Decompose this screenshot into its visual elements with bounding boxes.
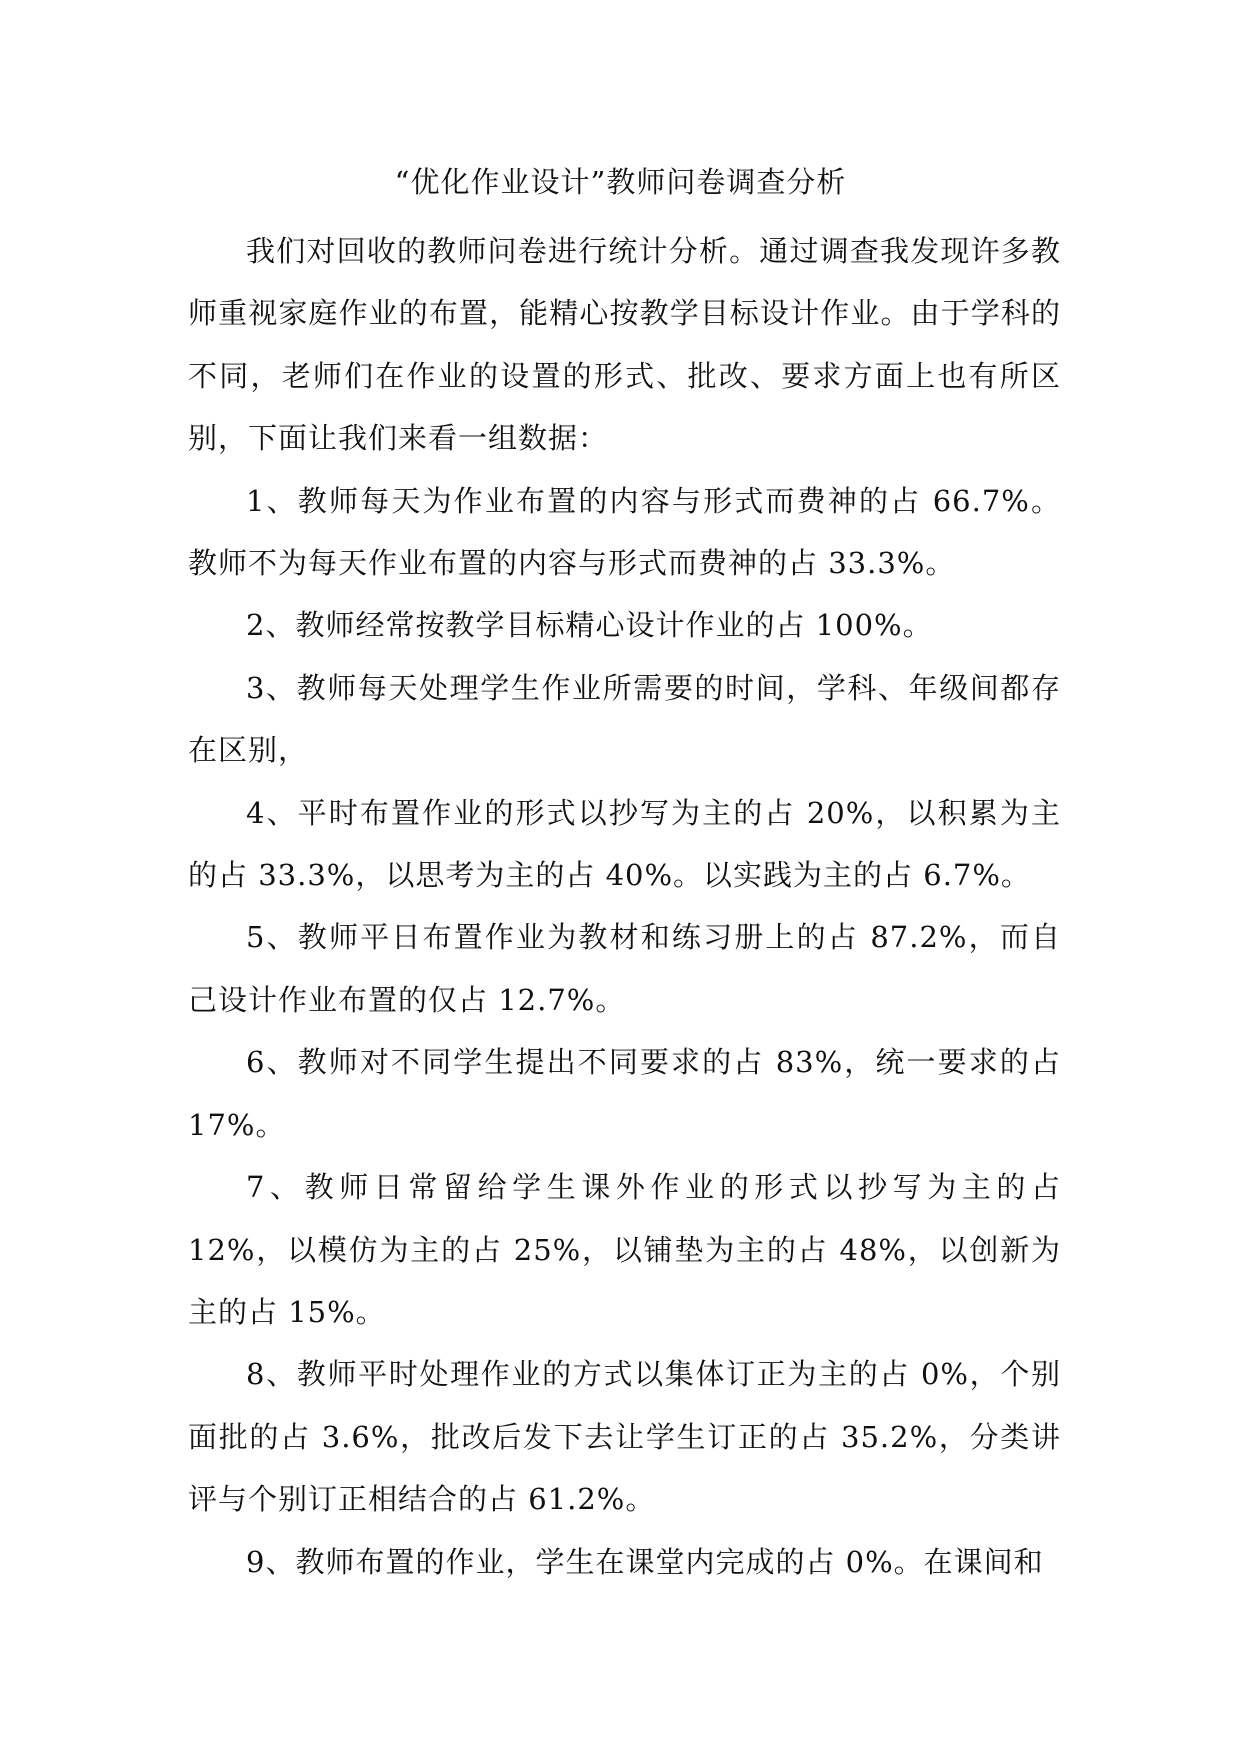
paragraph-item-4: 4、平时布置作业的形式以抄写为主的占 20%，以积累为主的占 33.3%，以思考为主的占 40%。以实践为主的占 6.7%。 bbox=[188, 795, 1061, 893]
document-title: “优化作业设计”教师问卷调查分析 bbox=[394, 165, 847, 199]
paragraph-item-7: 7、教师日常留给学生课外作业的形式以抄写为主的占 12%，以模仿为主的占 25%，以铺垫为主的占 48%，以创新为主的占 15%。 bbox=[188, 1170, 1061, 1329]
paragraph-item-5: 5、教师平日布置作业为教材和练习册上的占 87.2%，而自己设计作业布置的仅占 12.7%。 bbox=[188, 920, 1061, 1017]
paragraph-item-2: 2、教师经常按教学目标精心设计作业的占 100%。 bbox=[246, 608, 933, 643]
paragraph-intro: 我们对回收的教师问卷进行统计分析。通过调查我发现许多教师重视家庭作业的布置，能精心按教学目标设计作业。由于学科的不同，老师们在作业的设置的形式、批改、要求方面上也有所区别，下面让我们来看一组数据： bbox=[188, 234, 1061, 456]
paragraph-item-1: 1、教师每天为作业布置的内容与形式而费神的占 66.7%。教师不为每天作业布置的内容与形式而费神的占 33.3%。 bbox=[188, 483, 1061, 581]
paragraph-item-6: 6、教师对不同学生提出不同要求的占 83%，统一要求的占 17%。 bbox=[188, 1045, 1061, 1142]
paragraph-item-3: 3、教师每天处理学生作业所需要的时间，学科、年级间都存在区别， bbox=[188, 670, 1061, 768]
document-body bbox=[188, 220, 1061, 1593]
paragraph-item-8: 8、教师平时处理作业的方式以集体订正为主的占 0%，个别面批的占 3.6%，批改后发下去让学生订正的占 35.2%，分类讲评与个别订正相结合的占 61.2%。 bbox=[188, 1357, 1061, 1517]
paragraph-item-9: 9、教师布置的作业，学生在课堂内完成的占 0%。在课间和 bbox=[246, 1544, 1044, 1579]
